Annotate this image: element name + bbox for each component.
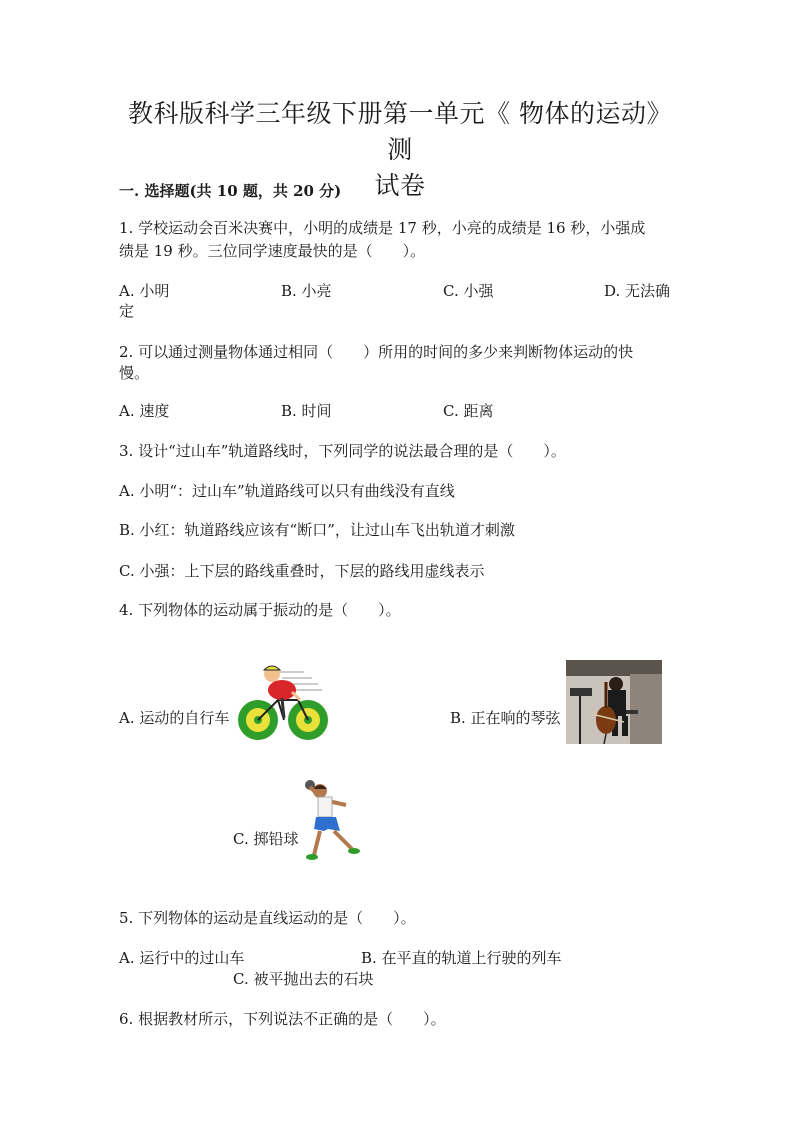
q5-option-c[interactable]: C. 被平抛出去的石块 xyxy=(233,970,374,988)
title-line-1: 教科版科学三年级下册第一单元《 物体的运动》测 xyxy=(128,99,672,164)
section-heading: 一. 选择题(共 10 题，共 20 分) xyxy=(119,182,342,200)
q1-option-c[interactable]: C. 小强 xyxy=(443,282,494,300)
q5-option-b[interactable]: B. 在平直的轨道上行驶的列车 xyxy=(361,949,562,967)
q3-stem: 3. 设计“过山车”轨道路线时，下列同学的说法最合理的是（ ）。 xyxy=(119,442,566,460)
q4-stem: 4. 下列物体的运动属于振动的是（ ）。 xyxy=(119,601,401,619)
q4-option-b[interactable]: B. 正在响的琴弦 xyxy=(450,709,561,727)
cellist-photo-icon xyxy=(566,660,662,744)
q2-option-c[interactable]: C. 距离 xyxy=(443,402,494,420)
q2-option-b[interactable]: B. 时间 xyxy=(281,402,332,420)
q3-option-a[interactable]: A. 小明“：过山车”轨道路线可以只有曲线没有直线 xyxy=(119,482,455,500)
q2-stem-line1: 2. 可以通过测量物体通过相同（ ）所用的时间的多少来判断物体运动的快 xyxy=(119,343,634,361)
cyclist-illustration-icon xyxy=(234,660,330,746)
q1-option-a[interactable]: A. 小明 xyxy=(119,282,170,300)
q3-option-b[interactable]: B. 小红：轨道路线应该有“断口”，让过山车飞出轨道才刺激 xyxy=(119,521,515,539)
q6-stem: 6. 根据教材所示，下列说法不正确的是（ ）。 xyxy=(119,1010,446,1028)
q5-option-a[interactable]: A. 运行中的过山车 xyxy=(119,949,245,967)
q1-option-d[interactable]: D. 无法确 xyxy=(604,282,671,300)
q1-stem-line2: 绩是 19 秒。三位同学速度最快的是（ ）。 xyxy=(119,242,426,260)
title-line-2: 试卷 xyxy=(374,171,426,200)
q4-option-a[interactable]: A. 运动的自行车 xyxy=(119,709,230,727)
q1-option-d-wrap: 定 xyxy=(119,302,135,320)
q1-stem-line1: 1. 学校运动会百米决赛中，小明的成绩是 17 秒，小亮的成绩是 16 秒，小强成 xyxy=(119,219,646,237)
q5-stem: 5. 下列物体的运动是直线运动的是（ ）。 xyxy=(119,909,416,927)
q2-stem-line2: 慢。 xyxy=(119,364,150,382)
shot-putter-illustration-icon xyxy=(296,775,368,865)
q1-option-b[interactable]: B. 小亮 xyxy=(281,282,332,300)
q4-option-c[interactable]: C. 掷铅球 xyxy=(233,830,299,848)
q2-option-a[interactable]: A. 速度 xyxy=(119,402,170,420)
q3-option-c[interactable]: C. 小强：上下层的路线重叠时，下层的路线用虚线表示 xyxy=(119,562,485,580)
